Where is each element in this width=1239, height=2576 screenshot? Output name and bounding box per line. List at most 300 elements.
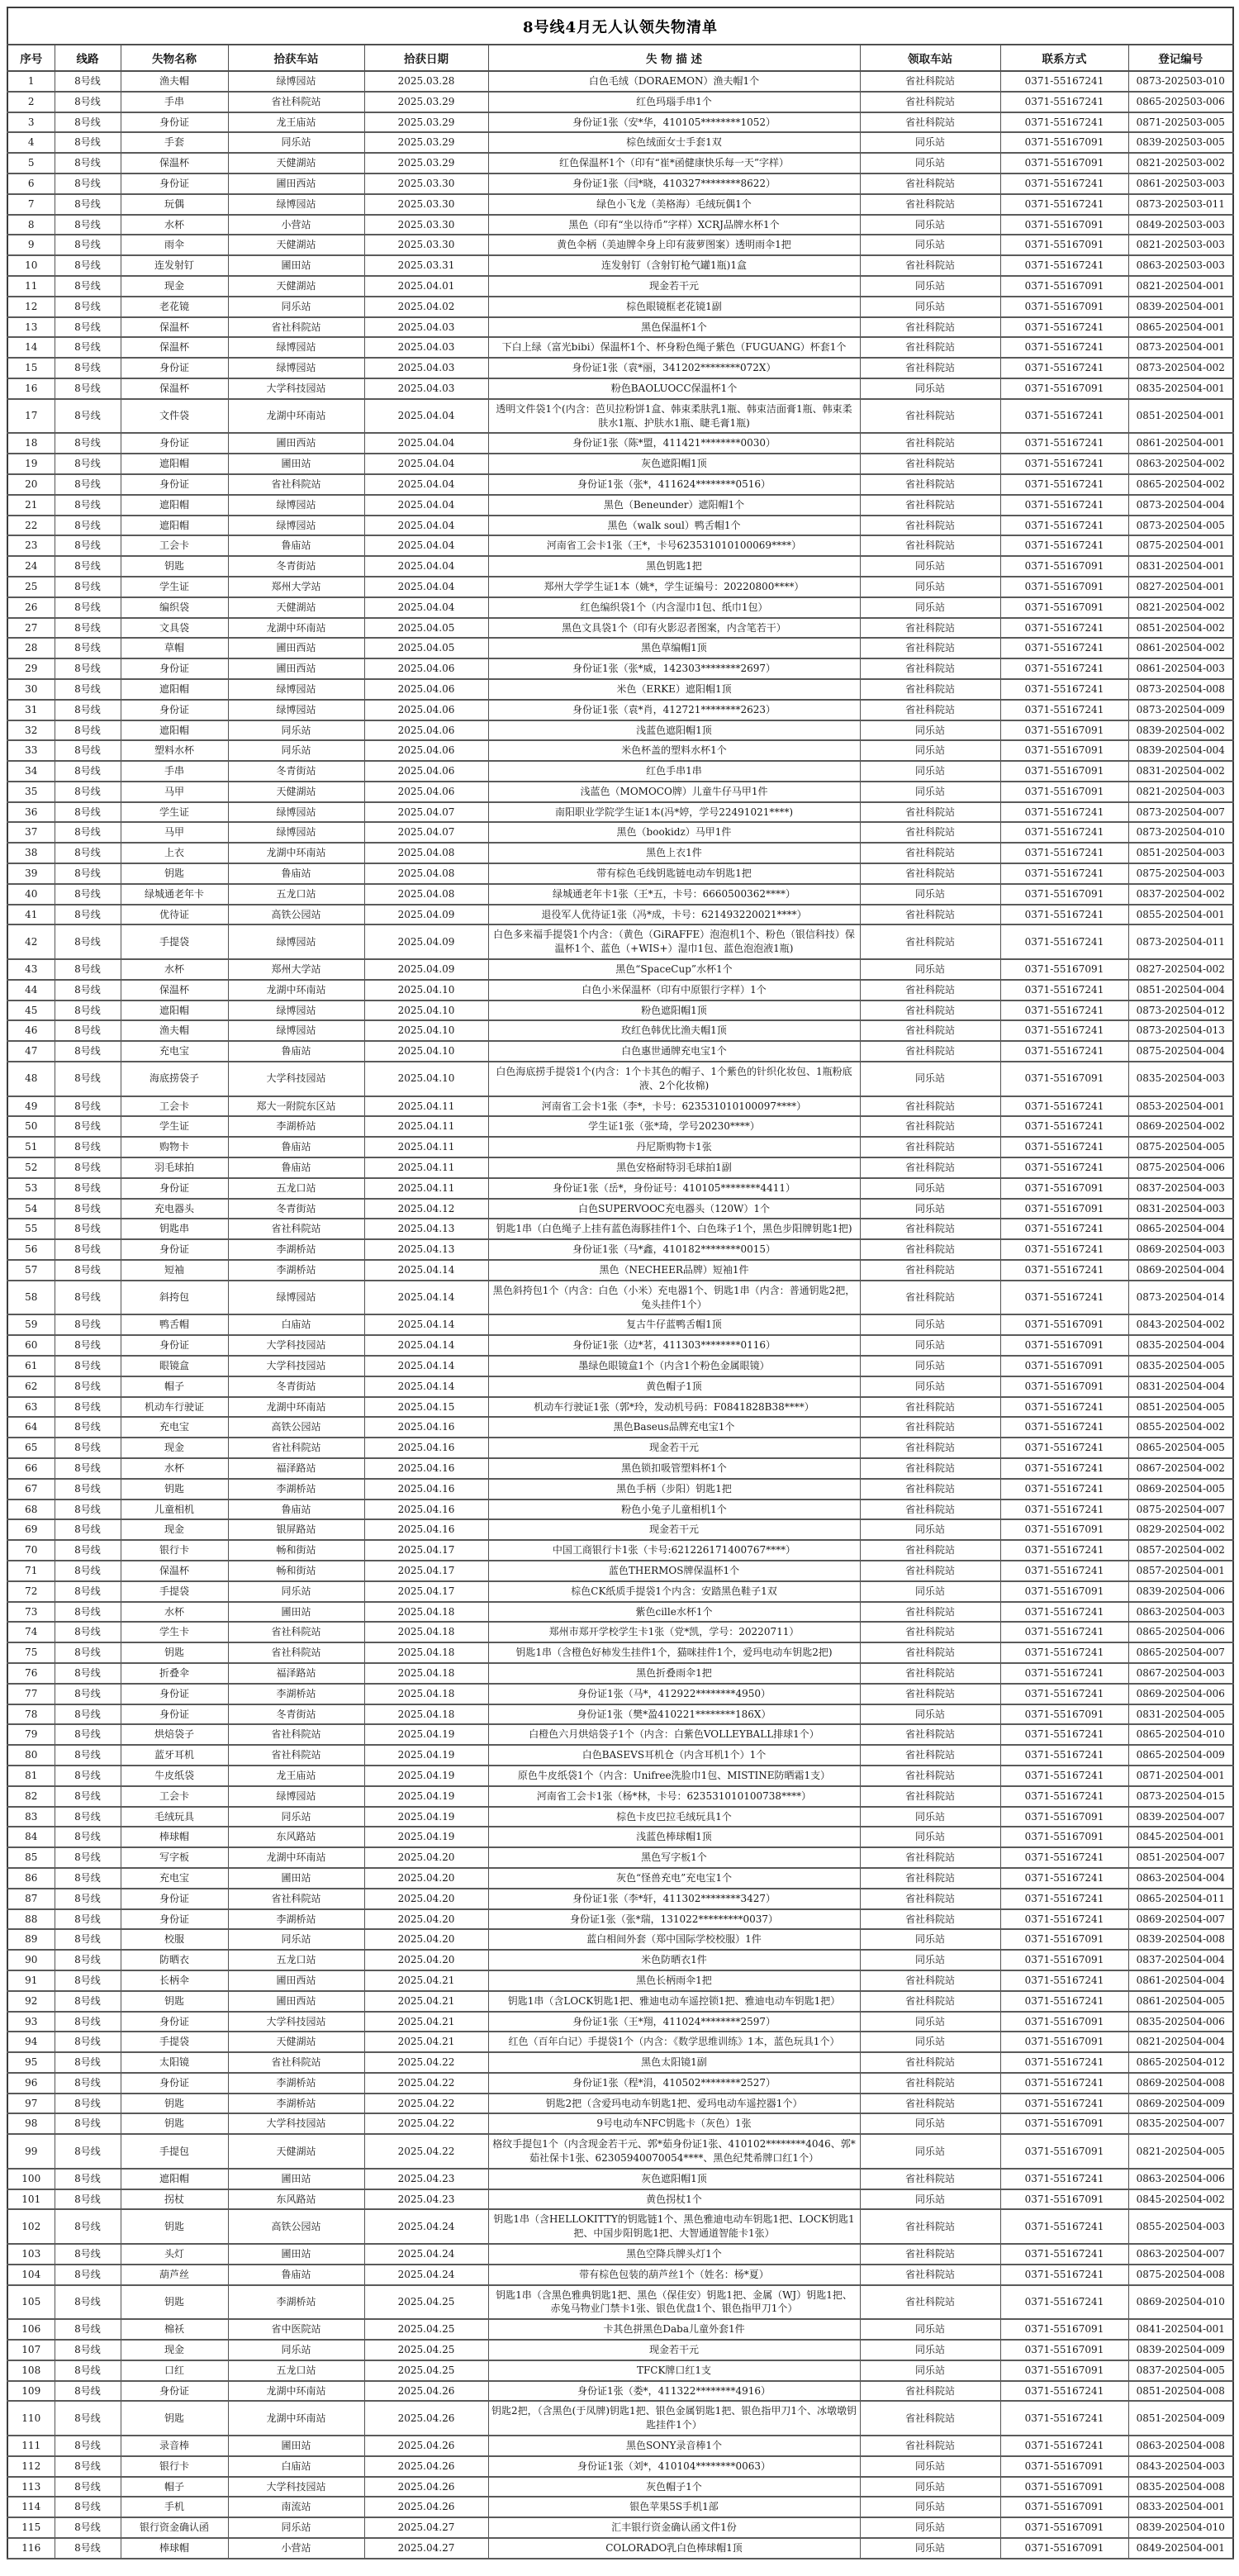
cell-found-date: 2025.04.26 [364, 2401, 488, 2436]
cell-found-station: 高铁公园站 [228, 1417, 364, 1438]
cell-item: 海底捞袋子 [121, 1062, 228, 1096]
cell-contact: 0371-55167241 [1000, 474, 1128, 495]
cell-item: 塑料水杯 [121, 740, 228, 761]
cell-reg-number: 0865-202504-006 [1128, 1622, 1233, 1642]
cell-line: 8号线 [55, 1847, 121, 1868]
cell-item: 太阳镜 [121, 2052, 228, 2073]
cell-found-station: 绿博园站 [228, 358, 364, 378]
cell-found-station: 大学科技园站 [228, 378, 364, 399]
cell-found-date: 2025.04.27 [364, 2517, 488, 2538]
cell-contact: 0371-55167091 [1000, 1827, 1128, 1847]
cell-contact: 0371-55167241 [1000, 1281, 1128, 1315]
cell-line: 8号线 [55, 959, 121, 980]
cell-contact: 0371-55167241 [1000, 358, 1128, 378]
cell-item: 钥匙 [121, 1479, 228, 1499]
table-row [7, 1178, 1233, 1199]
cell-item: 身份证 [121, 1239, 228, 1260]
table-row [7, 658, 1233, 679]
cell-line: 8号线 [55, 1335, 121, 1356]
cell-found-station: 同乐站 [228, 2340, 364, 2360]
cell-found-date: 2025.04.04 [364, 399, 488, 434]
cell-seq: 60 [7, 1335, 55, 1356]
cell-item: 蓝牙耳机 [121, 1745, 228, 1766]
cell-line: 8号线 [55, 2134, 121, 2169]
cell-seq: 25 [7, 577, 55, 597]
cell-contact: 0371-55167241 [1000, 679, 1128, 700]
cell-reg-number: 0835-202504-001 [1128, 378, 1233, 399]
cell-seq: 106 [7, 2319, 55, 2340]
cell-pickup-station: 省社科院站 [860, 1000, 1000, 1021]
table-row [7, 1622, 1233, 1642]
cell-reg-number: 0867-202504-002 [1128, 1458, 1233, 1479]
cell-contact: 0371-55167241 [1000, 1724, 1128, 1745]
cell-seq: 11 [7, 276, 55, 297]
cell-found-station: 龙湖中环南站 [228, 618, 364, 639]
cell-contact: 0371-55167241 [1000, 1642, 1128, 1663]
cell-line: 8号线 [55, 1376, 121, 1397]
table-row [7, 2497, 1233, 2517]
cell-description: COLORADO乳白色棒球帽1顶 [488, 2538, 860, 2559]
table-row [7, 2456, 1233, 2477]
cell-contact: 0371-55167241 [1000, 173, 1128, 194]
cell-line: 8号线 [55, 1581, 121, 1602]
cell-item: 鸭舌帽 [121, 1314, 228, 1335]
cell-description: 黑色“SpaceCup”水杯1个 [488, 959, 860, 980]
table-row [7, 843, 1233, 863]
table-row [7, 1991, 1233, 2012]
cell-found-date: 2025.04.22 [364, 2052, 488, 2073]
cell-seq: 46 [7, 1020, 55, 1041]
table-row [7, 1602, 1233, 1623]
cell-description: 钥匙2把，（含黑色(于凤牌)钥匙1把、银色金属钥匙1把、银色指甲刀1个、冰墩墩钥匙挂件1个） [488, 2401, 860, 2436]
cell-item: 手串 [121, 761, 228, 782]
cell-reg-number: 0839-202503-005 [1128, 132, 1233, 153]
cell-found-date: 2025.04.16 [364, 1438, 488, 1458]
cell-reg-number: 0837-202504-002 [1128, 884, 1233, 905]
cell-line: 8号线 [55, 1479, 121, 1499]
cell-item: 学生证 [121, 802, 228, 823]
cell-item: 遮阳帽 [121, 720, 228, 741]
cell-description: 身份证1张（边*茗，411303********0116） [488, 1335, 860, 1356]
cell-item: 防晒衣 [121, 1950, 228, 1970]
cell-reg-number: 0855-202504-003 [1128, 2209, 1233, 2244]
cell-pickup-station: 省社科院站 [860, 1417, 1000, 1438]
cell-pickup-station: 省社科院站 [860, 1540, 1000, 1561]
cell-item: 身份证 [121, 1178, 228, 1199]
cell-pickup-station: 省社科院站 [860, 1622, 1000, 1642]
cell-line: 8号线 [55, 822, 121, 843]
cell-found-station: 省社科院站 [228, 317, 364, 338]
cell-description: 白色海底捞手提袋1个(内含：1个卡其色的帽子、1个紫色的针织化妆包、1瓶粉底液、2个化妆棉) [488, 1062, 860, 1096]
cell-line: 8号线 [55, 2012, 121, 2032]
cell-seq: 32 [7, 720, 55, 741]
cell-found-station: 大学科技园站 [228, 1335, 364, 1356]
cell-contact: 0371-55167241 [1000, 1889, 1128, 1909]
cell-pickup-station: 同乐站 [860, 2189, 1000, 2210]
cell-contact: 0371-55167241 [1000, 317, 1128, 338]
cell-contact: 0371-55167091 [1000, 1335, 1128, 1356]
cell-reg-number: 0873-202503-010 [1128, 71, 1233, 92]
cell-found-date: 2025.04.14 [364, 1356, 488, 1376]
cell-line: 8号线 [55, 112, 121, 133]
cell-line: 8号线 [55, 194, 121, 215]
cell-description: 白色多来福手提袋1个内含：（黄色（GiRAFFE）泡泡机1个、粉色（银信科技）保温杯1个、蓝色（+WIS+）湿巾1包、蓝色泡泡液1瓶) [488, 924, 860, 959]
cell-pickup-station: 省社科院站 [860, 1561, 1000, 1581]
cell-seq: 89 [7, 1929, 55, 1950]
cell-seq: 8 [7, 215, 55, 235]
cell-description: 钥匙2把（含爱玛电动车钥匙1把、爱玛电动车遥控器1个） [488, 2094, 860, 2114]
table-row [7, 112, 1233, 133]
cell-seq: 23 [7, 535, 55, 556]
cell-contact: 0371-55167241 [1000, 194, 1128, 215]
cell-pickup-station: 省社科院站 [860, 2169, 1000, 2189]
cell-description: 机动车行驶证1张（郭*玲，发动机号码：F0841828B38****） [488, 1397, 860, 1418]
cell-found-date: 2025.04.23 [364, 2189, 488, 2210]
table-row [7, 1827, 1233, 1847]
cell-found-date: 2025.04.18 [364, 1642, 488, 1663]
cell-found-date: 2025.04.25 [364, 2285, 488, 2320]
cell-reg-number: 0873-202504-001 [1128, 337, 1233, 358]
cell-pickup-station: 同乐站 [860, 1929, 1000, 1950]
cell-item: 身份证 [121, 1909, 228, 1930]
cell-found-station: 同乐站 [228, 132, 364, 153]
cell-seq: 6 [7, 173, 55, 194]
cell-reg-number: 0861-202503-003 [1128, 173, 1233, 194]
cell-contact: 0371-55167241 [1000, 1041, 1128, 1062]
cell-found-date: 2025.03.30 [364, 215, 488, 235]
cell-seq: 63 [7, 1397, 55, 1418]
cell-seq: 96 [7, 2073, 55, 2094]
cell-found-date: 2025.04.26 [364, 2456, 488, 2477]
cell-line: 8号线 [55, 782, 121, 802]
cell-seq: 49 [7, 1096, 55, 1117]
cell-pickup-station: 省社科院站 [860, 1663, 1000, 1684]
cell-pickup-station: 省社科院站 [860, 843, 1000, 863]
cell-item: 工会卡 [121, 1096, 228, 1117]
cell-line: 8号线 [55, 1260, 121, 1281]
cell-contact: 0371-55167091 [1000, 1929, 1128, 1950]
cell-seq: 108 [7, 2360, 55, 2381]
cell-reg-number: 0835-202504-006 [1128, 2012, 1233, 2032]
table-row [7, 317, 1233, 338]
cell-description: TFCK牌口红1支 [488, 2360, 860, 2381]
cell-item: 水杯 [121, 215, 228, 235]
cell-item: 保温杯 [121, 378, 228, 399]
cell-line: 8号线 [55, 1281, 121, 1315]
cell-found-station: 同乐站 [228, 720, 364, 741]
cell-found-date: 2025.04.27 [364, 2538, 488, 2559]
cell-description: 红色编织袋1个（内含湿巾1包、纸巾1包） [488, 597, 860, 618]
cell-pickup-station: 省社科院站 [860, 1281, 1000, 1315]
cell-reg-number: 0851-202504-003 [1128, 843, 1233, 863]
cell-item: 手提包 [121, 2134, 228, 2169]
cell-description: 黑色斜挎包1个（内含：白色（小米）充电器1个、钥匙1串（内含：普通钥匙2把，兔头挂件1个） [488, 1281, 860, 1315]
cell-seq: 59 [7, 1314, 55, 1335]
cell-pickup-station: 省社科院站 [860, 71, 1000, 92]
cell-pickup-station: 省社科院站 [860, 1684, 1000, 1704]
cell-reg-number: 0845-202504-002 [1128, 2189, 1233, 2210]
cell-line: 8号线 [55, 1868, 121, 1889]
cell-found-date: 2025.04.18 [364, 1602, 488, 1623]
cell-contact: 0371-55167241 [1000, 454, 1128, 474]
cell-found-station: 李湖桥站 [228, 1684, 364, 1704]
table-row [7, 1786, 1233, 1807]
cell-reg-number: 0867-202504-003 [1128, 1663, 1233, 1684]
cell-contact: 0371-55167241 [1000, 658, 1128, 679]
cell-reg-number: 0875-202504-007 [1128, 1499, 1233, 1520]
table-row [7, 2401, 1233, 2436]
cell-found-date: 2025.04.14 [364, 1376, 488, 1397]
cell-contact: 0371-55167241 [1000, 1991, 1128, 2012]
cell-seq: 70 [7, 1540, 55, 1561]
cell-line: 8号线 [55, 740, 121, 761]
cell-seq: 92 [7, 1991, 55, 2012]
cell-pickup-station: 同乐站 [860, 761, 1000, 782]
cell-seq: 103 [7, 2244, 55, 2265]
cell-found-station: 鲁庙站 [228, 863, 364, 884]
cell-pickup-station: 省社科院站 [860, 1479, 1000, 1499]
cell-description: 紫色cille水杯1个 [488, 1602, 860, 1623]
cell-pickup-station: 省社科院站 [860, 112, 1000, 133]
cell-pickup-station: 省社科院站 [860, 658, 1000, 679]
cell-found-station: 鲁庙站 [228, 2265, 364, 2285]
cell-line: 8号线 [55, 92, 121, 112]
cell-reg-number: 0851-202504-002 [1128, 618, 1233, 639]
cell-description: 黑色（印有“坐以待币”字样）XCRJ品牌水杯1个 [488, 215, 860, 235]
cell-contact: 0371-55167091 [1000, 1581, 1128, 1602]
cell-description: 身份证1张（岳*，身份证号：410105********4411） [488, 1178, 860, 1199]
cell-found-station: 圃田西站 [228, 433, 364, 454]
cell-pickup-station: 省社科院站 [860, 700, 1000, 720]
cell-reg-number: 0835-202504-003 [1128, 1062, 1233, 1096]
cell-pickup-station: 同乐站 [860, 959, 1000, 980]
table-row [7, 495, 1233, 516]
cell-item: 葫芦丝 [121, 2265, 228, 2285]
cell-description: 河南省工会卡1张（王*，卡号623531010100069****） [488, 535, 860, 556]
cell-found-station: 天健湖站 [228, 153, 364, 173]
cell-seq: 94 [7, 2032, 55, 2052]
cell-item: 渔夫帽 [121, 71, 228, 92]
cell-contact: 0371-55167241 [1000, 2209, 1128, 2244]
cell-seq: 65 [7, 1438, 55, 1458]
table-row [7, 173, 1233, 194]
cell-line: 8号线 [55, 1909, 121, 1930]
cell-seq: 104 [7, 2265, 55, 2285]
cell-line: 8号线 [55, 2073, 121, 2094]
cell-reg-number: 0861-202504-003 [1128, 658, 1233, 679]
cell-description: 米色防晒衣1件 [488, 1950, 860, 1970]
cell-description: 米色杯盖的塑料水杯1个 [488, 740, 860, 761]
cell-line: 8号线 [55, 2401, 121, 2436]
cell-found-station: 银屏路站 [228, 1519, 364, 1540]
cell-item: 身份证 [121, 2381, 228, 2402]
cell-item: 现金 [121, 1519, 228, 1540]
cell-description: 棕色绒面女士手套1双 [488, 132, 860, 153]
cell-description: 汇丰银行资金确认函文件1份 [488, 2517, 860, 2538]
cell-reg-number: 0869-202504-006 [1128, 1684, 1233, 1704]
cell-reg-number: 0821-202503-003 [1128, 235, 1233, 255]
cell-seq: 42 [7, 924, 55, 959]
cell-description: 棕色CK纸质手提袋1个内含：安踏黑色鞋子1双 [488, 1581, 860, 1602]
cell-reg-number: 0873-202504-008 [1128, 679, 1233, 700]
cell-line: 8号线 [55, 378, 121, 399]
cell-reg-number: 0873-202504-007 [1128, 802, 1233, 823]
table-row [7, 1704, 1233, 1725]
cell-pickup-station: 同乐站 [860, 1704, 1000, 1725]
cell-seq: 66 [7, 1458, 55, 1479]
table-row [7, 1519, 1233, 1540]
cell-reg-number: 0835-202504-005 [1128, 1356, 1233, 1376]
cell-pickup-station: 省社科院站 [860, 618, 1000, 639]
cell-description: 粉色BAOLUOCC保温杯1个 [488, 378, 860, 399]
cell-item: 老花镜 [121, 297, 228, 317]
cell-reg-number: 0839-202504-002 [1128, 720, 1233, 741]
cell-reg-number: 0839-202504-010 [1128, 2517, 1233, 2538]
table-row [7, 1062, 1233, 1096]
cell-description: 黑色（bookidz）马甲1件 [488, 822, 860, 843]
cell-found-station: 省社科院站 [228, 1219, 364, 1239]
cell-pickup-station: 省社科院站 [860, 802, 1000, 823]
cell-pickup-station: 省社科院站 [860, 433, 1000, 454]
cell-found-date: 2025.04.21 [364, 1991, 488, 2012]
cell-description: 白橙色六月烘焙袋子1个（内含：白紫色VOLLEYBALL排球1个） [488, 1724, 860, 1745]
cell-description: 黑色文具袋1个（印有火影忍者图案，内含笔若干） [488, 618, 860, 639]
cell-found-date: 2025.04.25 [364, 2319, 488, 2340]
cell-pickup-station: 同乐站 [860, 2134, 1000, 2169]
table-row [7, 153, 1233, 173]
cell-seq: 81 [7, 1766, 55, 1786]
cell-item: 马甲 [121, 782, 228, 802]
cell-contact: 0371-55167091 [1000, 2538, 1128, 2559]
cell-line: 8号线 [55, 2169, 121, 2189]
cell-found-station: 郑州大学站 [228, 959, 364, 980]
cell-pickup-station: 同乐站 [860, 1178, 1000, 1199]
cell-reg-number: 0865-202503-006 [1128, 92, 1233, 112]
cell-found-date: 2025.04.01 [364, 276, 488, 297]
cell-description: 黑色（walk soul）鸭舌帽1个 [488, 516, 860, 536]
table-row [7, 980, 1233, 1000]
cell-found-station: 绿博园站 [228, 516, 364, 536]
cell-description: 浅蓝色（MOMOCO牌）儿童牛仔马甲1件 [488, 782, 860, 802]
table-row [7, 863, 1233, 884]
cell-found-date: 2025.04.02 [364, 297, 488, 317]
table-row [7, 802, 1233, 823]
cell-reg-number: 0873-202503-011 [1128, 194, 1233, 215]
cell-line: 8号线 [55, 700, 121, 720]
cell-found-station: 圃田站 [228, 2169, 364, 2189]
cell-pickup-station: 省社科院站 [860, 1041, 1000, 1062]
cell-line: 8号线 [55, 2113, 121, 2134]
cell-reg-number: 0873-202504-011 [1128, 924, 1233, 959]
cell-found-station: 绿博园站 [228, 1281, 364, 1315]
cell-seq: 83 [7, 1807, 55, 1827]
cell-description: 棕色卡皮巴拉毛绒玩具1个 [488, 1807, 860, 1827]
cell-description: 黄色伞柄（美迪牌伞身上印有菠萝图案）透明雨伞1把 [488, 235, 860, 255]
cell-found-station: 李湖桥站 [228, 1260, 364, 1281]
cell-reg-number: 0873-202504-013 [1128, 1020, 1233, 1041]
table-row [7, 1116, 1233, 1137]
cell-line: 8号线 [55, 1020, 121, 1041]
cell-pickup-station: 省社科院站 [860, 2052, 1000, 2073]
cell-found-date: 2025.03.29 [364, 153, 488, 173]
cell-reg-number: 0873-202504-010 [1128, 822, 1233, 843]
cell-found-date: 2025.04.11 [364, 1178, 488, 1199]
cell-contact: 0371-55167241 [1000, 1020, 1128, 1041]
table-row [7, 1458, 1233, 1479]
cell-item: 学生证 [121, 577, 228, 597]
cell-description: 格纹手提包1个（内含现金若干元、郭*茹身份证1张、410102********4046、郭*茹社保卡1张、62305940070054****、黑色纪梵希牌口红1个） [488, 2134, 860, 2169]
cell-pickup-station: 同乐站 [860, 2456, 1000, 2477]
cell-description: 蓝白相间外套（郑中国际学校校服）1件 [488, 1929, 860, 1950]
cell-found-date: 2025.04.06 [364, 679, 488, 700]
cell-line: 8号线 [55, 2517, 121, 2538]
cell-contact: 0371-55167091 [1000, 1062, 1128, 1096]
cell-found-date: 2025.04.10 [364, 1041, 488, 1062]
cell-found-station: 圃田站 [228, 255, 364, 276]
cell-item: 身份证 [121, 1889, 228, 1909]
table-row [7, 2285, 1233, 2320]
table-row [7, 2209, 1233, 2244]
cell-found-station: 圃田西站 [228, 638, 364, 658]
cell-found-station: 同乐站 [228, 2517, 364, 2538]
cell-seq: 107 [7, 2340, 55, 2360]
cell-reg-number: 0851-202504-008 [1128, 2381, 1233, 2402]
cell-found-station: 五龙口站 [228, 1950, 364, 1970]
cell-line: 8号线 [55, 2538, 121, 2559]
cell-reg-number: 0861-202504-002 [1128, 638, 1233, 658]
cell-line: 8号线 [55, 1499, 121, 1520]
cell-pickup-station: 同乐站 [860, 2477, 1000, 2498]
cell-contact: 0371-55167241 [1000, 1260, 1128, 1281]
table-row [7, 2244, 1233, 2265]
table-row [7, 638, 1233, 658]
cell-found-station: 圃田西站 [228, 658, 364, 679]
cell-reg-number: 0871-202504-001 [1128, 1766, 1233, 1786]
table-row [7, 1581, 1233, 1602]
cell-line: 8号线 [55, 658, 121, 679]
cell-found-date: 2025.03.30 [364, 235, 488, 255]
cell-seq: 1 [7, 71, 55, 92]
cell-description: 黑色Baseus品牌充电宝1个 [488, 1417, 860, 1438]
cell-seq: 102 [7, 2209, 55, 2244]
cell-line: 8号线 [55, 1724, 121, 1745]
table-row [7, 905, 1233, 925]
cell-reg-number: 0857-202504-001 [1128, 1561, 1233, 1581]
cell-contact: 0371-55167091 [1000, 1376, 1128, 1397]
cell-pickup-station: 省社科院站 [860, 1970, 1000, 1991]
cell-reg-number: 0863-202504-004 [1128, 1868, 1233, 1889]
cell-line: 8号线 [55, 2285, 121, 2320]
table-row [7, 1847, 1233, 1868]
cell-seq: 73 [7, 1602, 55, 1623]
cell-contact: 0371-55167241 [1000, 71, 1128, 92]
cell-found-station: 绿博园站 [228, 1000, 364, 1021]
cell-seq: 40 [7, 884, 55, 905]
cell-found-station: 五龙口站 [228, 2360, 364, 2381]
cell-description: 身份证1张（闫*晓，410327********8622） [488, 173, 860, 194]
cell-pickup-station: 省社科院站 [860, 399, 1000, 434]
cell-description: 白色毛绒（DORAEMON）渔夫帽1个 [488, 71, 860, 92]
cell-seq: 116 [7, 2538, 55, 2559]
cell-item: 充电器头 [121, 1199, 228, 1219]
table-row [7, 535, 1233, 556]
cell-reg-number: 0873-202504-004 [1128, 495, 1233, 516]
table-row [7, 1356, 1233, 1376]
cell-pickup-station: 同乐站 [860, 378, 1000, 399]
cell-description: 黑色锁扣吸管塑料杯1个 [488, 1458, 860, 1479]
cell-seq: 28 [7, 638, 55, 658]
cell-found-date: 2025.04.08 [364, 863, 488, 884]
